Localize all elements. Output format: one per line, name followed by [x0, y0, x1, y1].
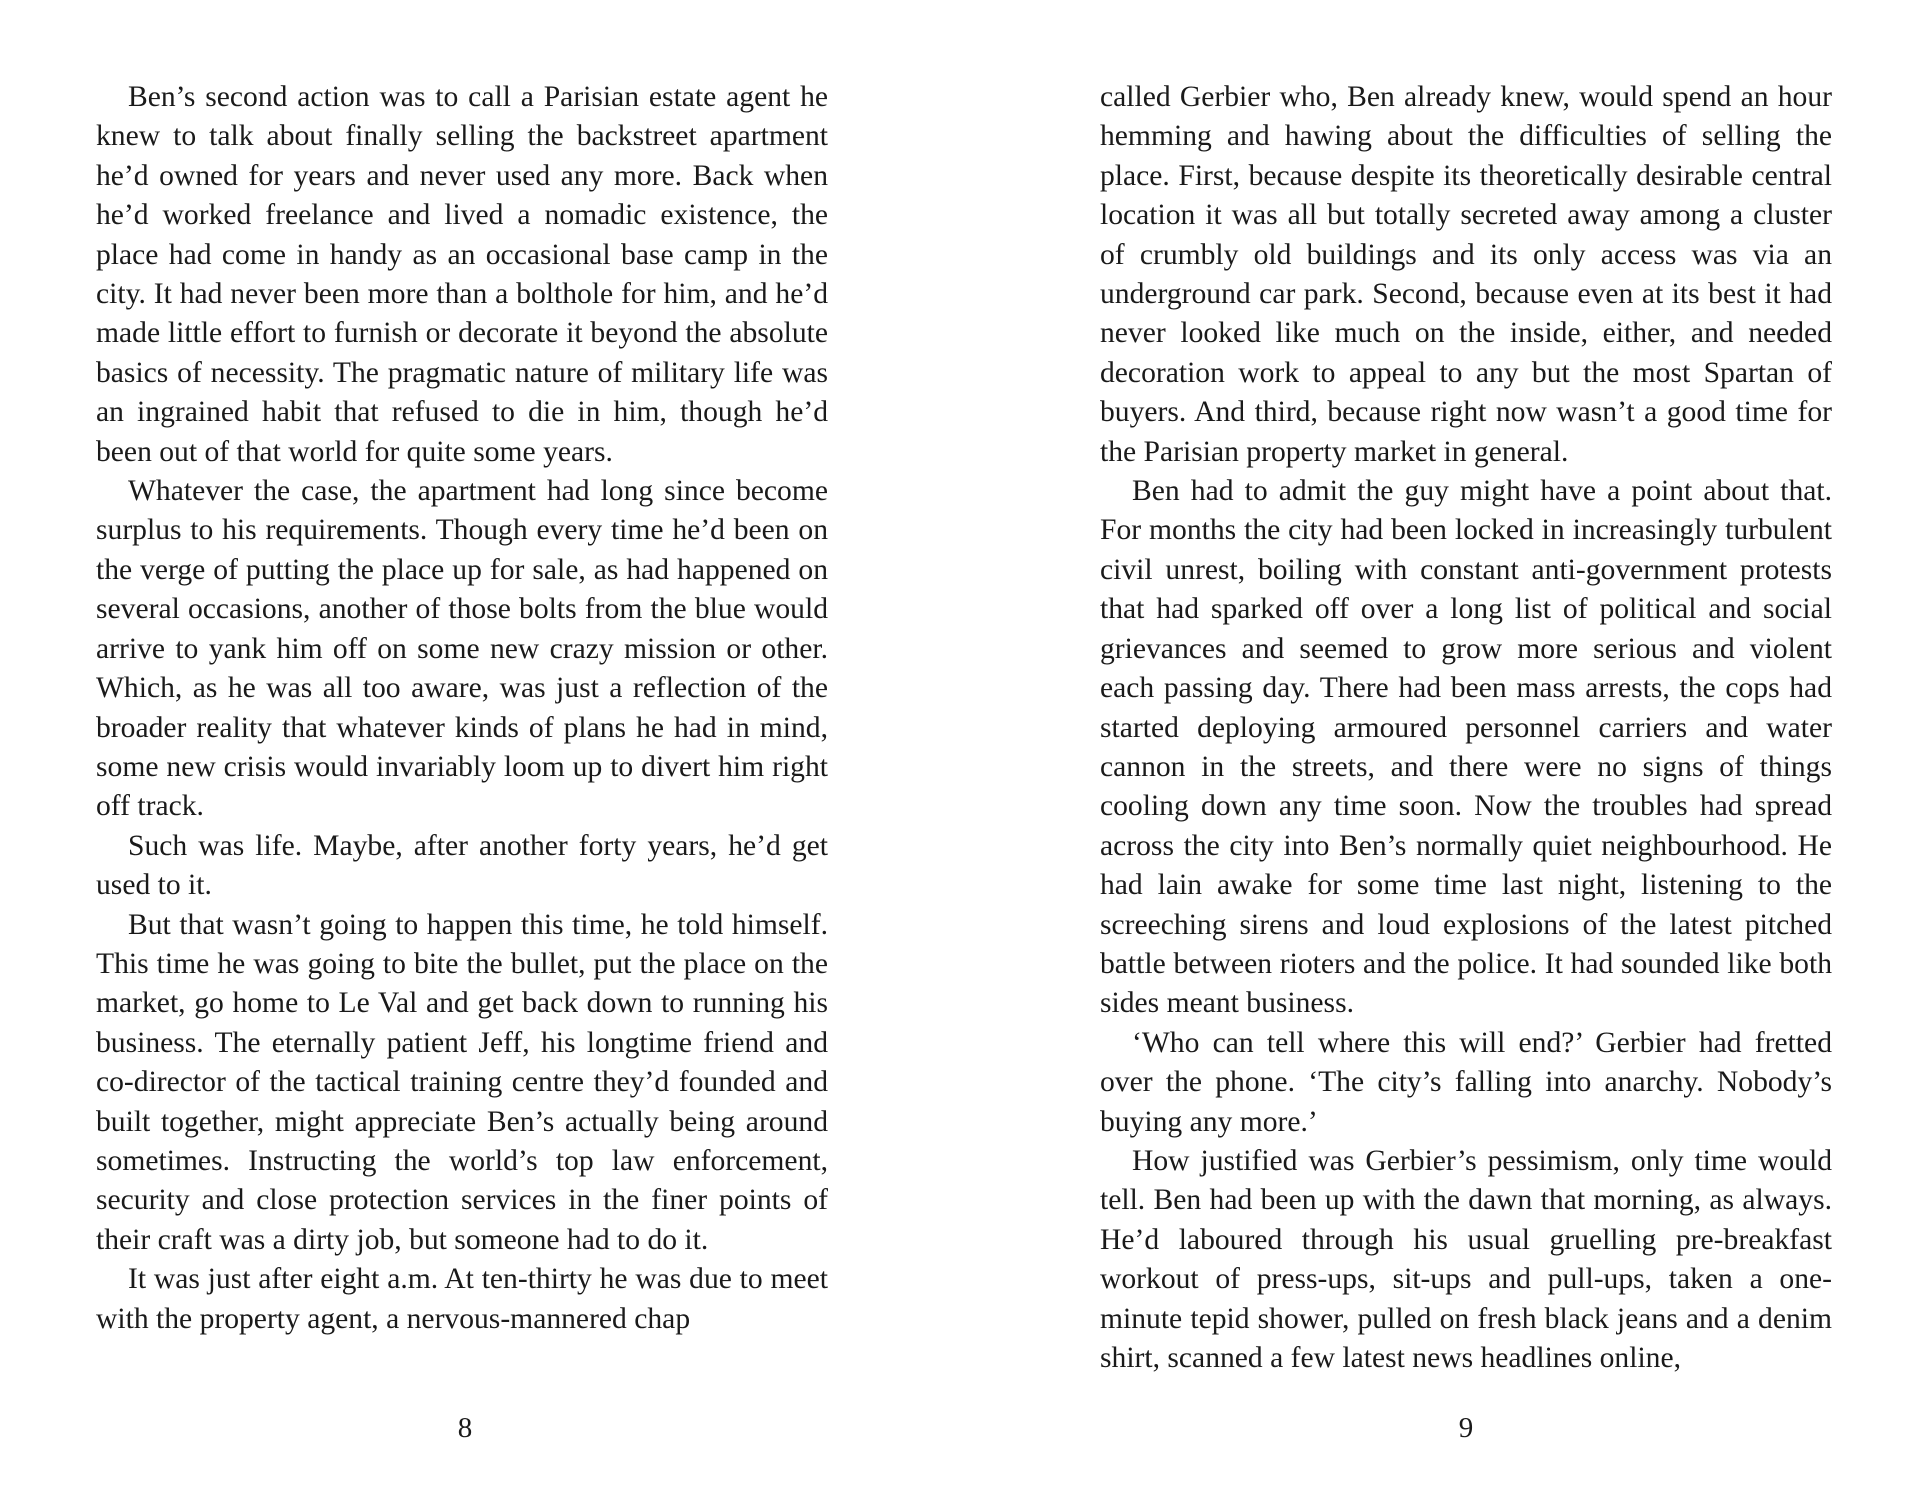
right-page [1100, 78, 1832, 1378]
paragraph: Ben’s second action was to call a Parisian estate agent he knew to talk about finally selling the backstreet apartment he’d owned for years and never used any more. Back when he’d worked freelance and lived a nomadic existence, the place had come in handy as an occasional base camp in the city. It had never been more than a bolthole for him, and he’d made little effort to furnish or decorate it beyond the absolute basics of necessity. The pragmatic nature of military life was an ingrained habit that refused to die in him, though he’d been out of that world for quite some years. [96, 81, 828, 468]
left-page-text [96, 78, 828, 1339]
paragraph: It was just after eight a.m. At ten-thirty he was due to meet with the property agent, a nervous-mannered chap [96, 1263, 828, 1335]
page-number-right: 9 [1458, 1412, 1474, 1444]
paragraph: ‘Who can tell where this will end?’ Gerbier had fretted over the phone. ‘The city’s falling into anarchy. Nobody’s buying any more.’ [1100, 1026, 1832, 1138]
page-number-left: 8 [457, 1412, 473, 1444]
left-page [96, 78, 828, 1378]
paragraph: called Gerbier who, Ben already knew, would spend an hour hemming and hawing about the difficulties of selling the place. First, because despite its theoretically desirable central location it was all but totally secreted away among a cluster of crumbly old buildings and its only access was via an underground car park. Second, because even at its best it had never looked like much on the inside, either, and needed decoration work to appeal to any but the most Spartan of buyers. And third, because right now wasn’t a good time for the Parisian property market in general. [1100, 81, 1832, 468]
paragraph: How justified was Gerbier’s pessimism, only time would tell. Ben had been up with the dawn that morning, as always. He’d laboured through his usual gruelling pre-breakfast workout of press-ups, sit-ups and pull-ups, taken a one-minute tepid shower, pulled on fresh black jeans and a denim shirt, scanned a few latest news headlines online, [1100, 1144, 1832, 1374]
paragraph: Such was life. Maybe, after another forty years, he’d get used to it. [96, 829, 828, 902]
paragraph: Ben had to admit the guy might have a point about that. For months the city had been locked in increasingly turbulent civil unrest, boiling with constant anti-government protests that had sparked off over a long list of political and social grievances and seemed to grow more serious and violent each passing day. There had been mass arrests, the cops had started deploying armoured personnel carriers and water cannon in the streets, and there were no signs of things cooling down any time soon. Now the troubles had spread across the city into Ben’s normally quiet neighbourhood. He had lain awake for some time last night, listening to the screeching sirens and loud explosions of the latest pitched battle between rioters and the police. It had sounded like both sides meant business. [1100, 475, 1832, 1020]
paragraph: But that wasn’t going to happen this time, he told himself. This time he was going to bite the bullet, put the place on the market, go home to Le Val and get back down to running his business. The eternally patient Jeff, his longtime friend and co-director of the tactical training centre they’d founded and built together, might appreciate Ben’s actually being around sometimes. Instructing the world’s top law enforcement, security and close protection services in the finer points of their craft was a dirty job, but someone had to do it. [96, 908, 828, 1256]
right-page-text [1100, 78, 1832, 1378]
paragraph: Whatever the case, the apartment had long since become surplus to his requirements. Though every time he’d been on the verge of putting the place up for sale, as had happened on several occasions, another of those bolts from the blue would arrive to yank him off on some new crazy mission or other. Which, as he was all too aware, was just a reflection of the broader reality that whatever kinds of plans he had in mind, some new crisis would invariably loom up to divert him right off track. [96, 475, 828, 823]
